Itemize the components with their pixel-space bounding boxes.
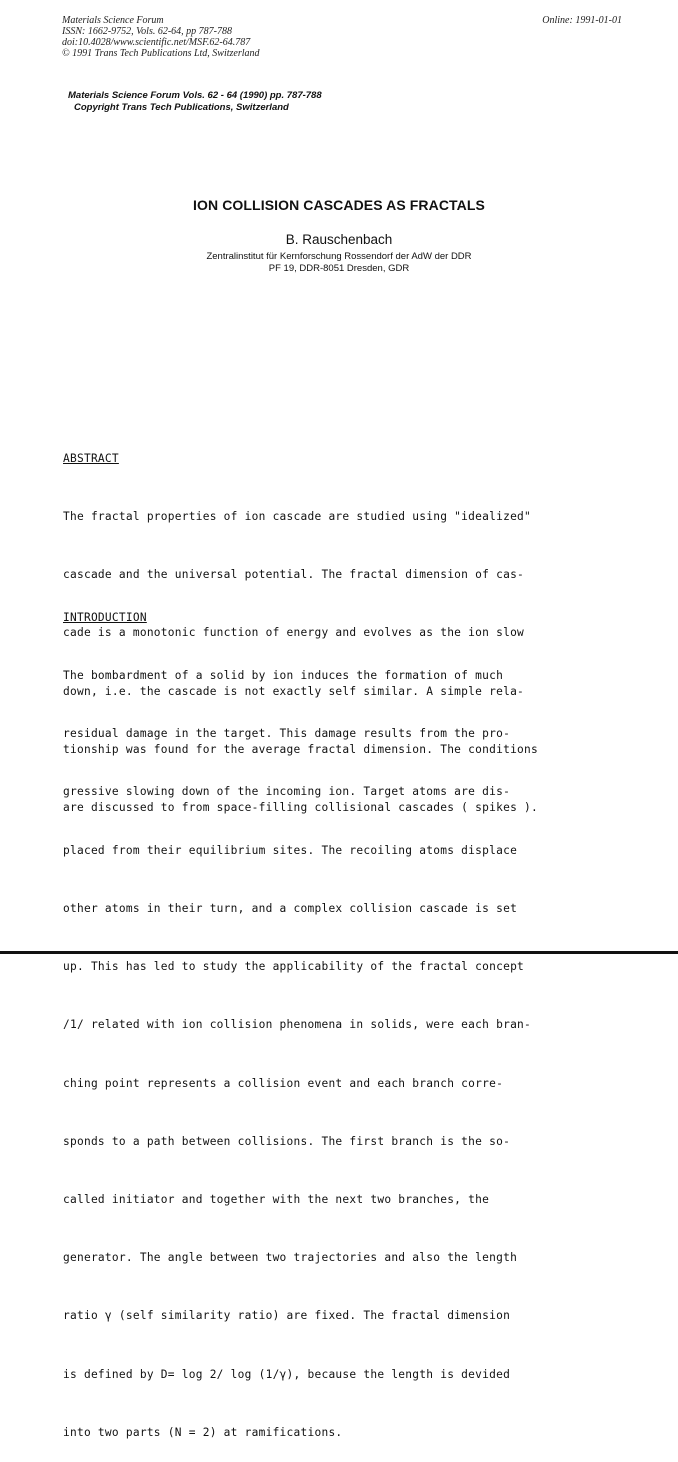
author-affiliation [0,251,678,275]
introduction-line: up. This has led to study the applicability of the fractal concept [63,960,525,974]
online-date: Online: 1991-01-01 [542,15,622,26]
meta-copyright: © 1991 Trans Tech Publications Ltd, Switzerland [62,48,260,59]
introduction-heading: INTRODUCTION [63,610,147,624]
affiliation-address: PF 19, DDR-8051 Dresden, GDR [268,263,410,274]
abstract-line: tionship was found for the average fractal dimension. The conditions [63,742,539,756]
introduction-line: is defined by D= log 2/ log (1/γ), because the length is devided [63,1367,511,1381]
meta-doi: doi:10.4028/www.scientific.net/MSF.62-64.787 [62,37,251,48]
affiliation-institute: Zentralinstitut für Kernforschung Rossendorf der AdW der DDR [206,251,472,262]
abstract-line: down, i.e. the cascade is not exactly self similar. A simple rela- [63,684,525,698]
paper-title: ION COLLISION CASCADES AS FRACTALS [193,197,485,213]
introduction-line: ratio γ (self similarity ratio) are fixed. The fractal dimension [63,1309,511,1323]
introduction-line: The bombardment of a solid by ion induces the formation of much [63,669,504,683]
introduction-line: gressive slowing down of the incoming ion. Target atoms are dis- [63,785,511,799]
introduction-line: ching point represents a collision event and each branch corre- [63,1076,504,1090]
publication-metadata [62,15,622,59]
meta-issn: ISSN: 1662-9752, Vols. 62-64, pp 787-788 [62,26,232,37]
introduction-line: /1/ related with ion collision phenomena in solids, were each bran- [63,1018,532,1032]
footer-rule [0,951,678,954]
abstract-heading: ABSTRACT [63,451,119,465]
introduction-line: generator. The angle between two trajectories and also the length [63,1251,518,1265]
abstract-line: The fractal properties of ion cascade are studied using "idealized" [63,510,532,524]
abstract-line: cade is a monotonic function of energy and evolves as the ion slow [63,626,525,640]
introduction-line: residual damage in the target. This damage results from the pro- [63,727,511,741]
introduction-line: called initiator and together with the next two branches, the [63,1193,490,1206]
introduction-section [63,569,608,1462]
paper-author: B. Rauschenbach [285,232,393,247]
meta-journal: Materials Science Forum [62,15,164,26]
journal-volume-line: Materials Science Forum Vols. 62 - 64 (1990) pp. 787-788 [68,90,322,101]
introduction-line: placed from their equilibrium sites. The recoiling atoms displace [63,843,518,857]
journal-copyright-line: Copyright Trans Tech Publications, Switzerland [74,102,289,113]
abstract-line: are discussed to from space-filling collisional cascades ( spikes ). [63,801,539,815]
abstract-line: cascade and the universal potential. The fractal dimension of cas- [63,568,525,582]
introduction-line: other atoms in their turn, and a complex collision cascade is set [63,901,518,915]
journal-citation [68,90,322,114]
introduction-line: into two parts (N = 2) at ramifications. [63,1425,343,1439]
introduction-line: sponds to a path between collisions. The first branch is the so- [63,1134,511,1148]
